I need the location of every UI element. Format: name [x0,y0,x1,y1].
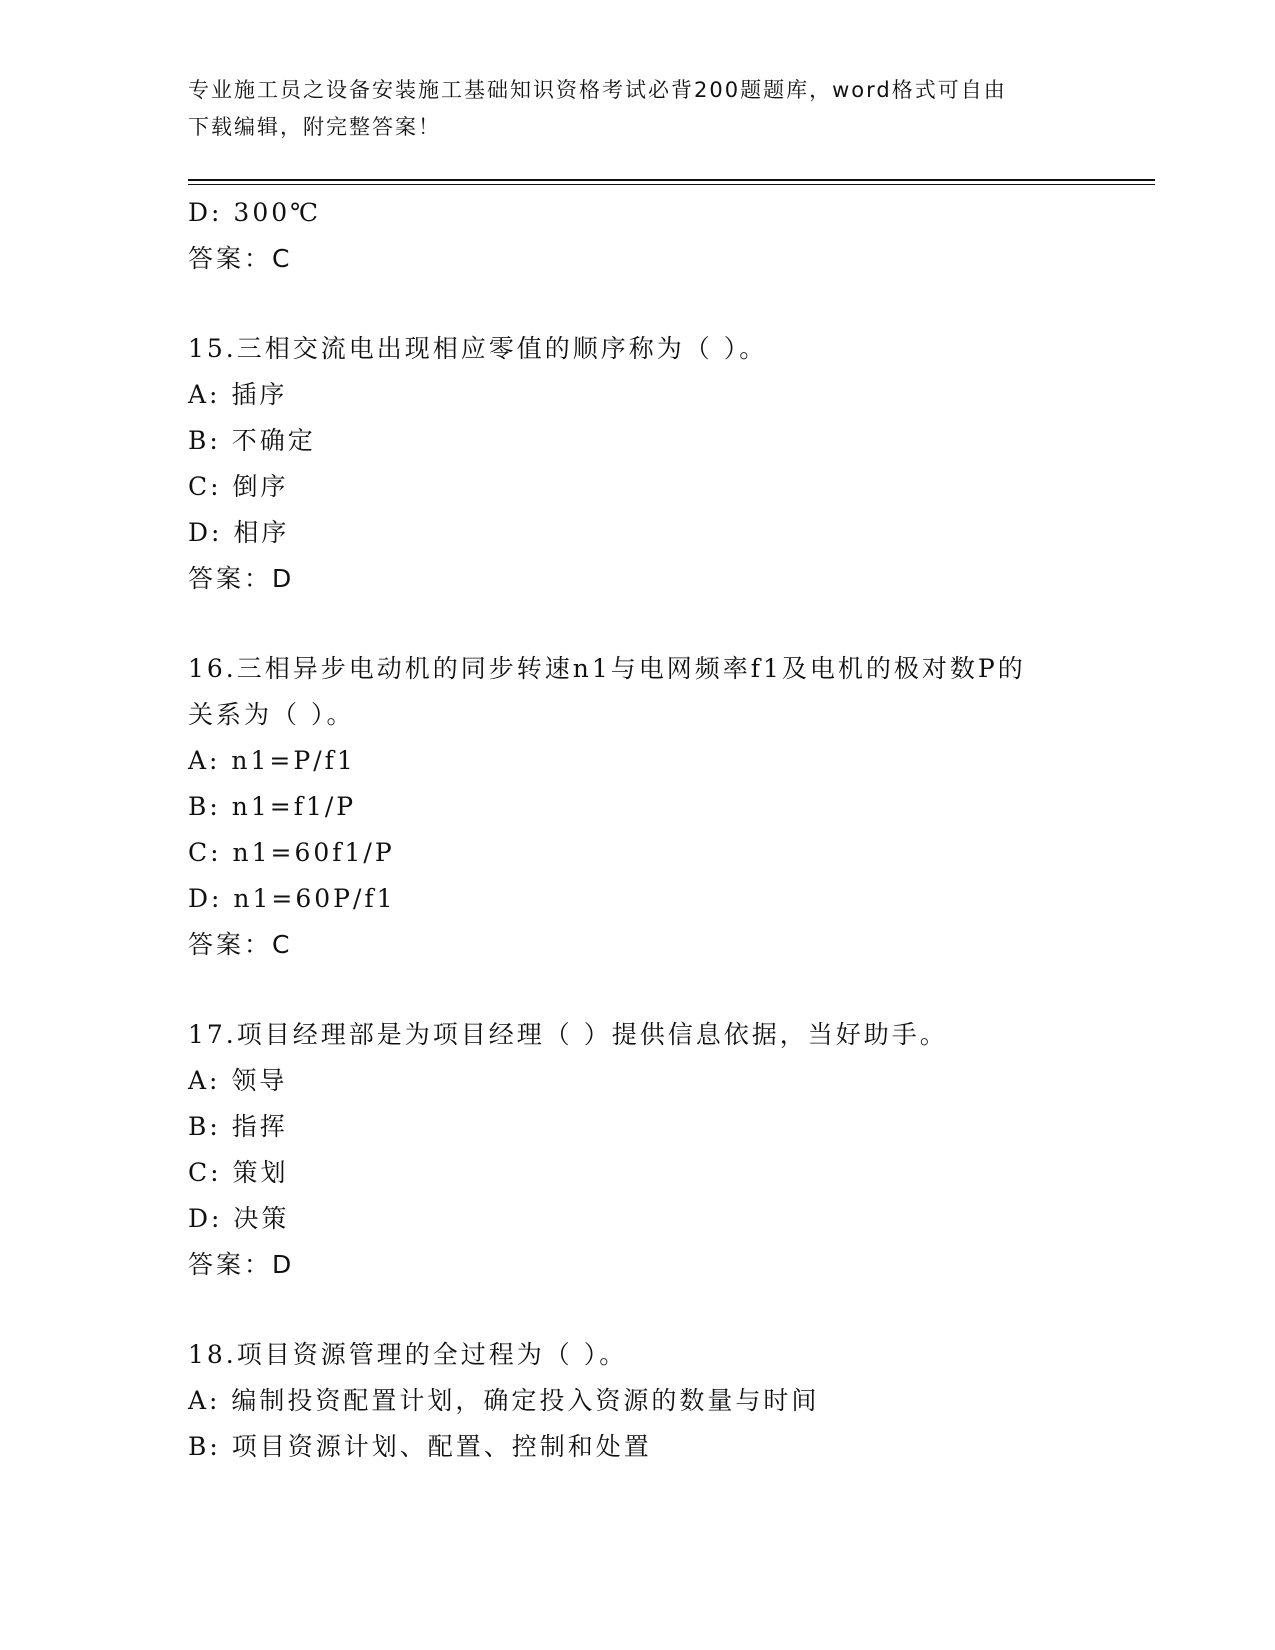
answer-line: 答案：D [188,564,295,593]
option-a: A: 领导 [188,1066,288,1095]
option-b: B: n1=f1/P [188,792,357,821]
carry-over-block [188,190,1108,282]
option-d: D: 相序 [188,518,290,547]
header-title-line-2: 下载编辑，附完整答案！ [188,115,441,139]
option-c: C: 策划 [188,1158,289,1187]
question-16 [188,646,1108,968]
question-17 [188,1012,1108,1288]
option-b: B: 指挥 [188,1112,288,1141]
question-18 [188,1332,1108,1470]
header-divider-thin [188,184,1155,185]
question-stem: 18.项目资源管理的全过程为（ ）。 [188,1340,628,1369]
question-stem: 15.三相交流电出现相应零值的顺序称为（ ）。 [188,334,768,363]
option-b: B: 项目资源计划、配置、控制和处置 [188,1432,652,1461]
question-stem: 16.三相异步电动机的同步转速n1与电网频率f1及电机的极对数P的 [188,654,1026,683]
header-title-line-1: 专业施工员之设备安装施工基础知识资格考试必背200题题库，word格式可自由 [188,78,1007,102]
option-a: A: n1=P/f1 [188,746,356,775]
answer-line: 答案：C [188,244,293,273]
question-15 [188,326,1108,602]
question-stem: 17.项目经理部是为项目经理（ ）提供信息依据，当好助手。 [188,1020,948,1049]
option-d: D: 决策 [188,1204,290,1233]
option-d: D: 300℃ [188,198,322,227]
answer-line: 答案：D [188,1250,295,1279]
option-d: D: n1=60P/f1 [188,884,396,913]
option-a: A: 编制投资配置计划，确定投入资源的数量与时间 [188,1386,820,1415]
option-b: B: 不确定 [188,426,316,455]
option-c: C: 倒序 [188,472,289,501]
question-stem-continued: 关系为（ ）。 [188,700,355,729]
document-header [188,72,1068,146]
answer-line: 答案：C [188,930,293,959]
option-c: C: n1=60f1/P [188,838,395,867]
question-list [188,190,1108,1470]
header-divider-thick [188,179,1155,181]
option-a: A: 插序 [188,380,288,409]
